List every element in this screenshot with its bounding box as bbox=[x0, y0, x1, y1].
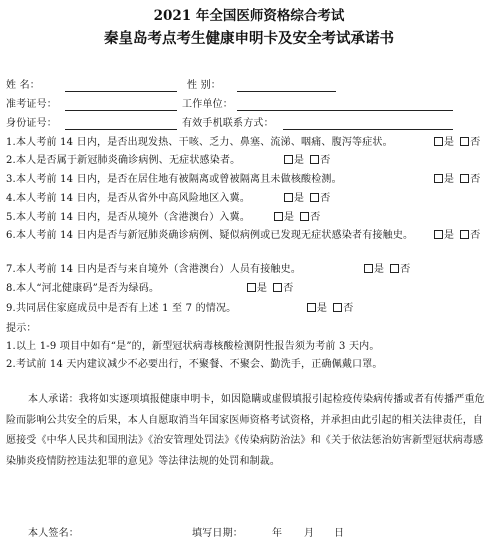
yes-checkbox[interactable] bbox=[274, 212, 283, 221]
signature-label: 本人签名： bbox=[28, 528, 79, 539]
answer-options: 是 否 bbox=[362, 264, 410, 276]
question-text: 5.本人考前 14 日内，是否从境外（含港澳台）入冀。 bbox=[6, 212, 251, 223]
yes-checkbox[interactable] bbox=[434, 137, 443, 146]
yes-checkbox[interactable] bbox=[434, 230, 443, 239]
answer-options: 是 否 bbox=[432, 230, 480, 242]
id-field[interactable] bbox=[65, 129, 177, 130]
exam-no-label: 准考证号： bbox=[6, 99, 57, 110]
answer-options: 是 否 bbox=[282, 155, 330, 167]
page-title: 2021 年全国医师资格综合考试 bbox=[153, 8, 345, 24]
question-text: 9.共同居住家庭成员中是否有上述 1 至 7 的情况。 bbox=[6, 303, 237, 314]
tip-item: 2.考试前 14 天内建议减少不必要出行，不聚餐、不聚会、勤洗手，正确佩戴口罩。 bbox=[6, 359, 383, 370]
no-checkbox[interactable] bbox=[390, 264, 399, 273]
work-unit-field[interactable] bbox=[237, 110, 453, 111]
date-year: 年 bbox=[272, 528, 283, 539]
yes-checkbox[interactable] bbox=[434, 174, 443, 183]
yes-checkbox[interactable] bbox=[247, 283, 256, 292]
question-text: 8.本人“河北健康码”是否为绿码。 bbox=[6, 283, 160, 294]
question-text: 6.本人考前 14 日内是否与新冠肺炎确诊病例、疑似病例或已发现无症状感染者有接触史。 bbox=[6, 230, 414, 241]
answer-options: 是 否 bbox=[305, 303, 353, 315]
id-label: 身份证号： bbox=[6, 118, 57, 129]
date-month: 月 bbox=[304, 528, 315, 539]
question-text: 2.本人是否属于新冠肺炎确诊病例、无症状感染者。 bbox=[6, 155, 241, 166]
no-checkbox[interactable] bbox=[300, 212, 309, 221]
work-unit-label: 工作单位： bbox=[182, 99, 233, 110]
gender-label: 性 别： bbox=[187, 80, 221, 91]
question-text: 4.本人考前 14 日内，是否从省外中高风险地区入冀。 bbox=[6, 193, 251, 204]
date-day: 日 bbox=[334, 528, 345, 539]
phone-label: 有效手机联系方式： bbox=[182, 118, 274, 129]
answer-options: 是 否 bbox=[432, 137, 480, 149]
tips-label: 提示： bbox=[6, 323, 37, 334]
name-label: 姓 名： bbox=[6, 80, 40, 91]
exam-no-field[interactable] bbox=[65, 110, 177, 111]
tip-item: 1.以上 1-9 项目中如有“是”的，新型冠状病毒核酸检测阴性报告须为考前 3 天内。 bbox=[6, 341, 380, 352]
no-checkbox[interactable] bbox=[460, 174, 469, 183]
page-subtitle: 秦皇岛考点考生健康申明卡及安全考试承诺书 bbox=[104, 30, 394, 47]
name-field[interactable] bbox=[65, 91, 177, 92]
question-text: 1.本人考前 14 日内，是否出现发热、干咳、乏力、鼻塞、流涕、咽痛、腹泻等症状。 bbox=[6, 137, 393, 148]
no-checkbox[interactable] bbox=[310, 155, 319, 164]
answer-options: 是 否 bbox=[432, 174, 480, 186]
gender-field[interactable] bbox=[237, 91, 336, 92]
answer-options: 是 否 bbox=[272, 212, 320, 224]
no-checkbox[interactable] bbox=[333, 303, 342, 312]
answer-options: 是 否 bbox=[282, 193, 330, 205]
yes-checkbox[interactable] bbox=[284, 193, 293, 202]
no-checkbox[interactable] bbox=[460, 137, 469, 146]
phone-field[interactable] bbox=[283, 129, 453, 130]
yes-checkbox[interactable] bbox=[364, 264, 373, 273]
answer-options: 是 否 bbox=[245, 283, 293, 295]
no-checkbox[interactable] bbox=[310, 193, 319, 202]
question-text: 3.本人考前 14 日内，是否在居住地有被隔离或曾被隔离且未做核酸检测。 bbox=[6, 174, 342, 185]
no-checkbox[interactable] bbox=[273, 283, 282, 292]
question-text: 7.本人考前 14 日内是否与来自境外（含港澳台）人员有接触史。 bbox=[6, 264, 302, 275]
yes-checkbox[interactable] bbox=[284, 155, 293, 164]
date-label: 填写日期： bbox=[192, 528, 243, 539]
no-checkbox[interactable] bbox=[460, 230, 469, 239]
pledge-paragraph: 本人承诺：我将如实逐项填报健康申明卡，如因隐瞒或虚假填报引起检疫传染病传播或者有传播严重危险而影响公共安全的后果，本人自愿取消当年国家医师资格考试资格，并承担由此引起的相关法律责任，自愿接受《中华人民共和国刑法》《治安管理处罚法》《传染病防治法》和《关于依法惩治妨害新型冠状病毒感染肺炎疫情防控违法犯罪的意见》等法律法规的处罚和制裁。 bbox=[6, 394, 485, 467]
yes-checkbox[interactable] bbox=[307, 303, 316, 312]
